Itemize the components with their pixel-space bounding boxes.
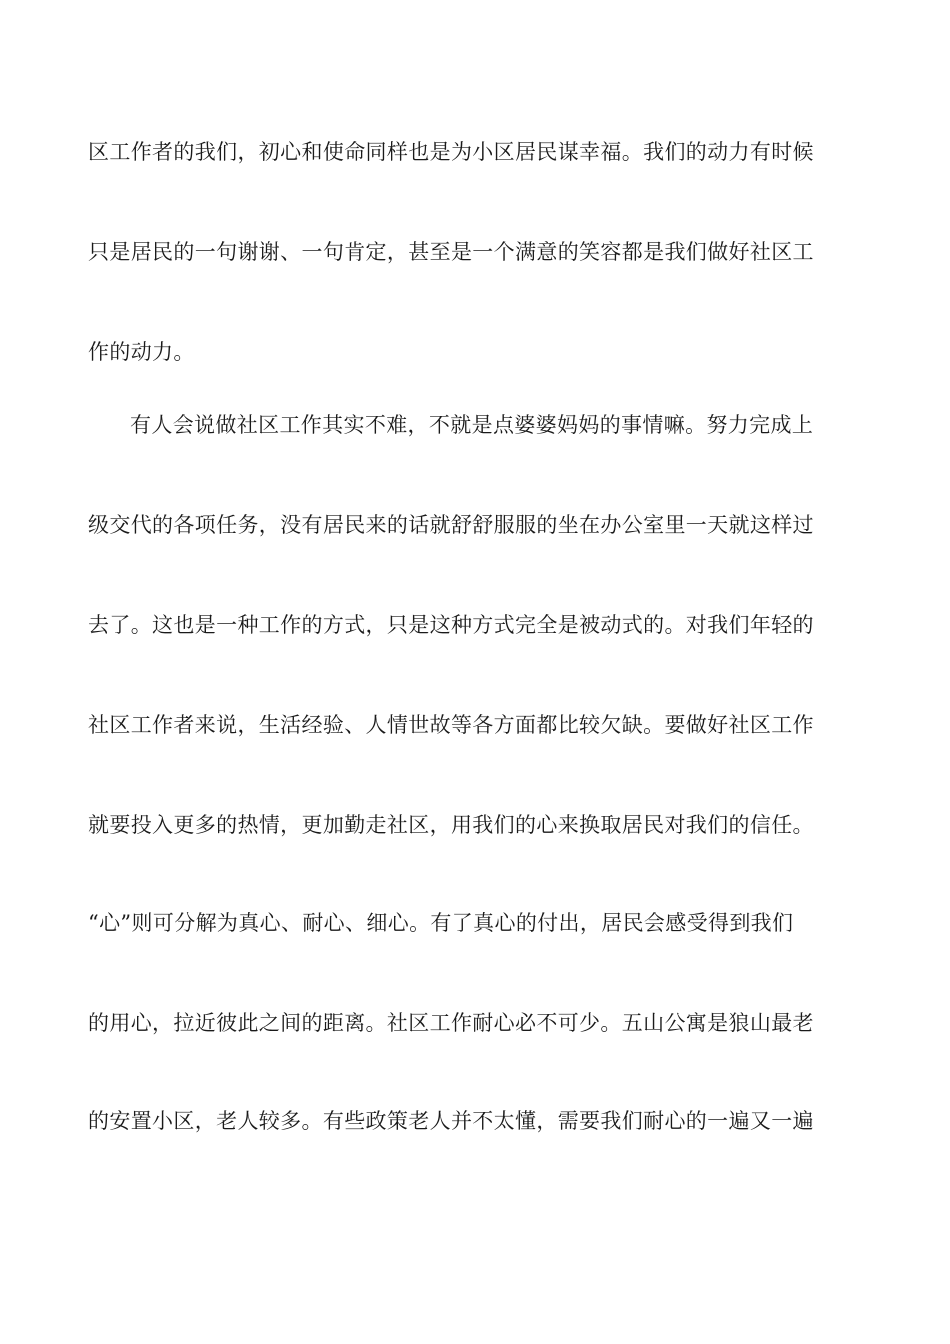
paragraph-first-line: 有人会说做社区工作其实不难，不就是点婆婆妈妈的事情嘛。努力完成上 — [130, 413, 814, 437]
text-line: 的用心，拉近彼此之间的距离。社区工作耐心必不可少。五山公寓是狼山最老 — [88, 1011, 814, 1035]
text-line: 就要投入更多的热情，更加勤走社区，用我们的心来换取居民对我们的信任。 — [88, 813, 814, 837]
text-line: 去了。这也是一种工作的方式，只是这种方式完全是被动式的。对我们年轻的 — [88, 613, 814, 637]
text-line: 作的动力。 — [88, 340, 195, 364]
text-line: 只是居民的一句谢谢、一句肯定，甚至是一个满意的笑容都是我们做好社区工 — [88, 240, 814, 264]
text-line: 区工作者的我们，初心和使命同样也是为小区居民谋幸福。我们的动力有时候 — [88, 140, 814, 164]
text-line: 社区工作者来说，生活经验、人情世故等各方面都比较欠缺。要做好社区工作 — [88, 713, 814, 737]
text-line: 级交代的各项任务，没有居民来的话就舒舒服服的坐在办公室里一天就这样过 — [88, 513, 814, 537]
text-line: 的安置小区，老人较多。有些政策老人并不太懂，需要我们耐心的一遍又一遍 — [88, 1109, 814, 1133]
text-line: “心”则可分解为真心、耐心、细心。有了真心的付出，居民会感受得到我们 — [88, 911, 794, 935]
